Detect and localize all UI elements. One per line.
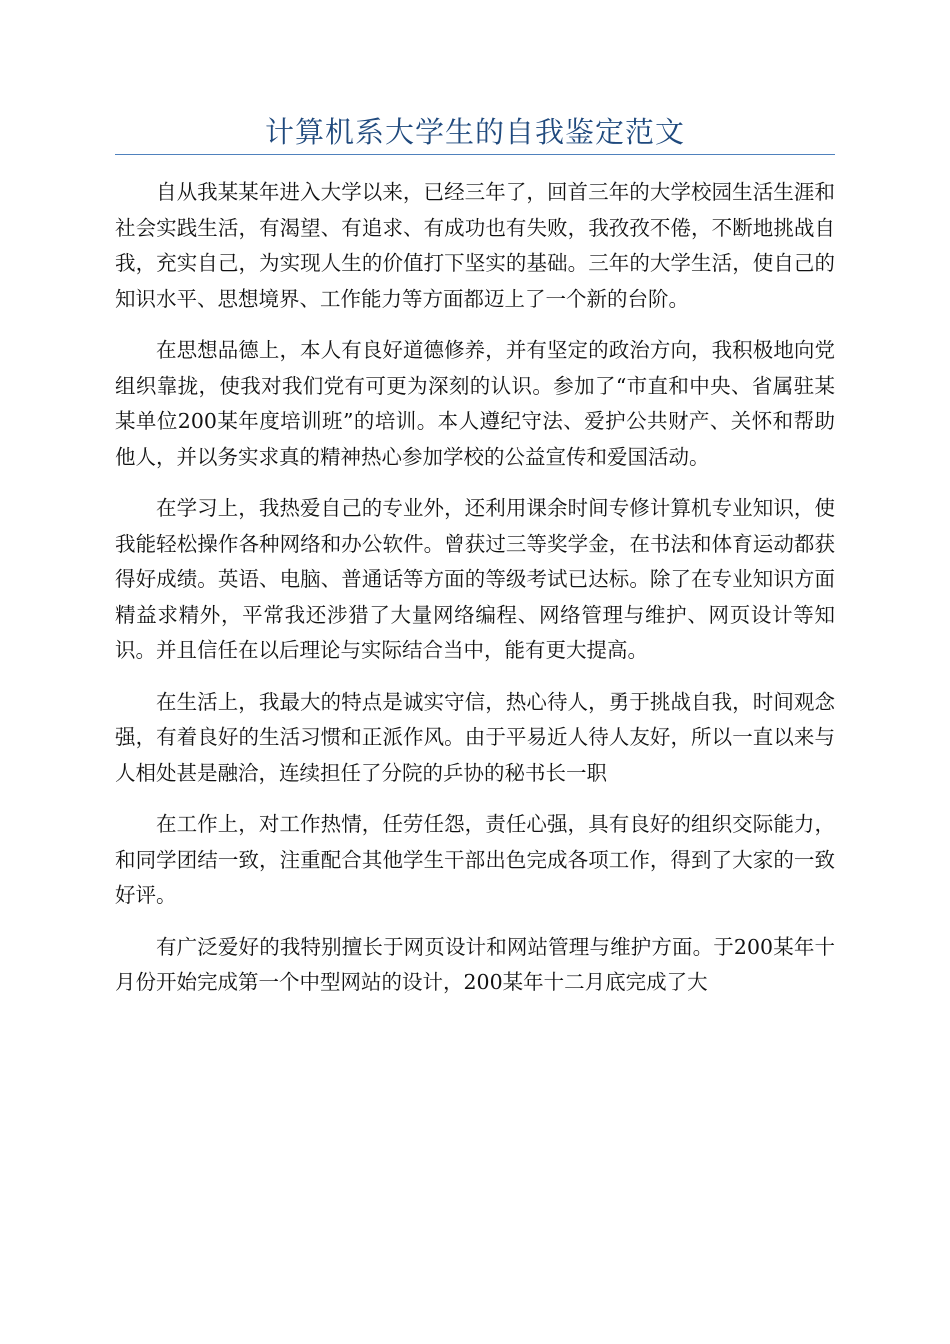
document-body [115, 175, 835, 1017]
paragraph-study: 在学习上，我热爱自己的专业外，还利用课余时间专修计算机专业知识，使我能轻松操作各种网络和办公软件。曾获过三等奖学金，在书法和体育运动都获得好成绩。英语、电脑、普通话等方面的等级考试已达标。除了在专业知识方面精益求精外，平常我还涉猎了大量网络编程、网络管理与维护、网页设计等知识。并且信任在以后理论与实际结合当中，能有更大提高。 [115, 496, 835, 662]
paragraph-life: 在生活上，我最大的特点是诚实守信，热心待人，勇于挑战自我，时间观念强，有着良好的生活习惯和正派作风。由于平易近人待人友好，所以一直以来与人相处甚是融洽，连续担任了分院的乒协的秘书长一职 [115, 689, 835, 785]
paragraph-intro: 自从我某某年进入大学以来，已经三年了，回首三年的大学校园生活生涯和社会实践生活，有渴望、有追求、有成功也有失败，我孜孜不倦，不断地挑战自我，充实自己，为实现人生的价值打下坚实的基础。三年的大学生活，使自己的知识水平、思想境界、工作能力等方面都迈上了一个新的台阶。 [115, 180, 835, 311]
paragraph-morality: 在思想品德上，本人有良好道德修养，并有坚定的政治方向，我积极地向党组织靠拢，使我对我们党有可更为深刻的认识。参加了“市直和中央、省属驻某某单位200某年度培训班”的培训。本人遵纪守法、爱护公共财产、关怀和帮助他人，并以务实求真的精神热心参加学校的公益宣传和爱国活动。 [115, 338, 835, 469]
paragraph-work: 在工作上，对工作热情，任劳任怨，责任心强，具有良好的组织交际能力，和同学团结一致，注重配合其他学生干部出色完成各项工作，得到了大家的一致好评。 [115, 812, 835, 907]
page-title: 计算机系大学生的自我鉴定范文 [264, 115, 685, 149]
paragraph-hobbies: 有广泛爱好的我特别擅长于网页设计和网站管理与维护方面。于200某年十月份开始完成第一个中型网站的设计，200某年十二月底完成了大 [115, 934, 835, 994]
title-underline [115, 154, 835, 155]
